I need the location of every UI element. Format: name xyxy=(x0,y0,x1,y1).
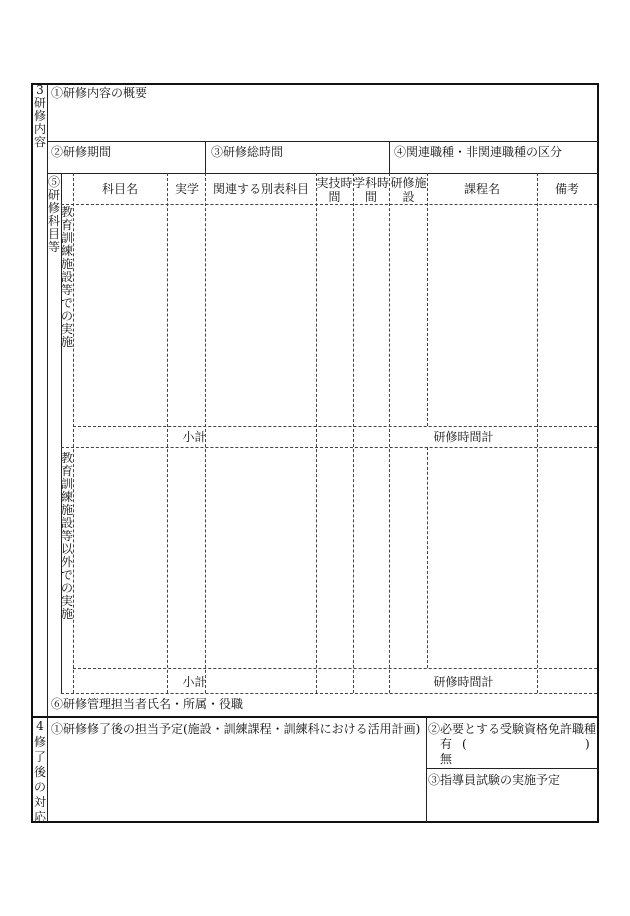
period-divider xyxy=(205,141,206,173)
header-practical: 実学 xyxy=(174,182,199,196)
header-academic-hours: 学科時間 xyxy=(353,176,390,204)
group-in-label: 教育訓練施設等での実施 xyxy=(60,205,73,349)
header-subject-name: 科目名 xyxy=(101,182,138,196)
section4-number: 4 xyxy=(36,719,44,733)
group-divider-line xyxy=(61,447,597,448)
assignment-label: ①研修修了後の担当予定(施設・訓練課程・訓練科における活用計画) xyxy=(51,722,421,736)
subtotal2-bottom-line xyxy=(61,693,597,694)
hours-divider xyxy=(389,141,390,173)
header-related-subject: 関連する別表科目 xyxy=(212,182,309,196)
form-bottom-border xyxy=(31,821,599,823)
overview-field[interactable] xyxy=(48,102,596,140)
col-line-course xyxy=(537,173,538,693)
paren-close: ) xyxy=(585,737,590,751)
section3-number: 3 xyxy=(36,83,44,97)
option-no[interactable]: 無 xyxy=(440,752,453,766)
paren-open: ( xyxy=(462,737,467,751)
qualification-label: ②必要とする受験資格免許職種 xyxy=(428,722,597,736)
section4-right-divider xyxy=(426,717,427,822)
section3-title: 研修内容 xyxy=(33,96,46,149)
training-total-2-label: 研修時間計 xyxy=(433,675,494,689)
subjects-label: ⑤研修科目等 xyxy=(47,175,60,254)
training-total-1-label: 研修時間計 xyxy=(433,430,494,444)
header-course-name: 課程名 xyxy=(463,182,500,196)
col-line-practical-hours xyxy=(353,173,354,693)
subtotal2-top-line xyxy=(73,668,597,669)
form-top-border xyxy=(31,83,599,85)
instructor-exam-label: ③指導員試験の実施予定 xyxy=(428,773,561,787)
header-facility: 研修施設 xyxy=(390,176,427,204)
overview-bottom-line xyxy=(47,141,598,142)
subtotal1-top-line xyxy=(73,426,597,427)
period-label: ②研修期間 xyxy=(51,145,112,159)
job-category-label: ④関連職種・非関連職種の区分 xyxy=(394,145,563,159)
col-line-facility-a xyxy=(427,173,428,426)
overview-label: ①研修内容の概要 xyxy=(51,86,148,100)
section4-title: 修了後の対応 xyxy=(33,735,46,824)
subtotal-2-label: 小計 xyxy=(182,675,207,689)
header-bottom-line xyxy=(61,204,597,205)
subtotal-1-label: 小計 xyxy=(182,430,207,444)
col-line-related xyxy=(316,173,317,693)
option-yes[interactable]: 有 xyxy=(440,737,453,751)
col-line-facility-b xyxy=(427,447,428,668)
header-practical-hours: 実技時間 xyxy=(316,176,353,204)
manager-label: ⑥研修管理担当者氏名・所属・役職 xyxy=(51,697,244,711)
form-right-border xyxy=(597,83,599,823)
assignment-field[interactable] xyxy=(48,740,425,820)
section-divider xyxy=(31,716,599,718)
group-out-label: 教育訓練施設等以外での実施 xyxy=(60,451,73,621)
form-left-border xyxy=(31,83,33,823)
total-hours-label: ③研修総時間 xyxy=(211,145,284,159)
row2-bottom-line xyxy=(47,173,598,174)
header-remarks: 備考 xyxy=(554,182,579,196)
qualification-bottom-line xyxy=(426,768,598,769)
